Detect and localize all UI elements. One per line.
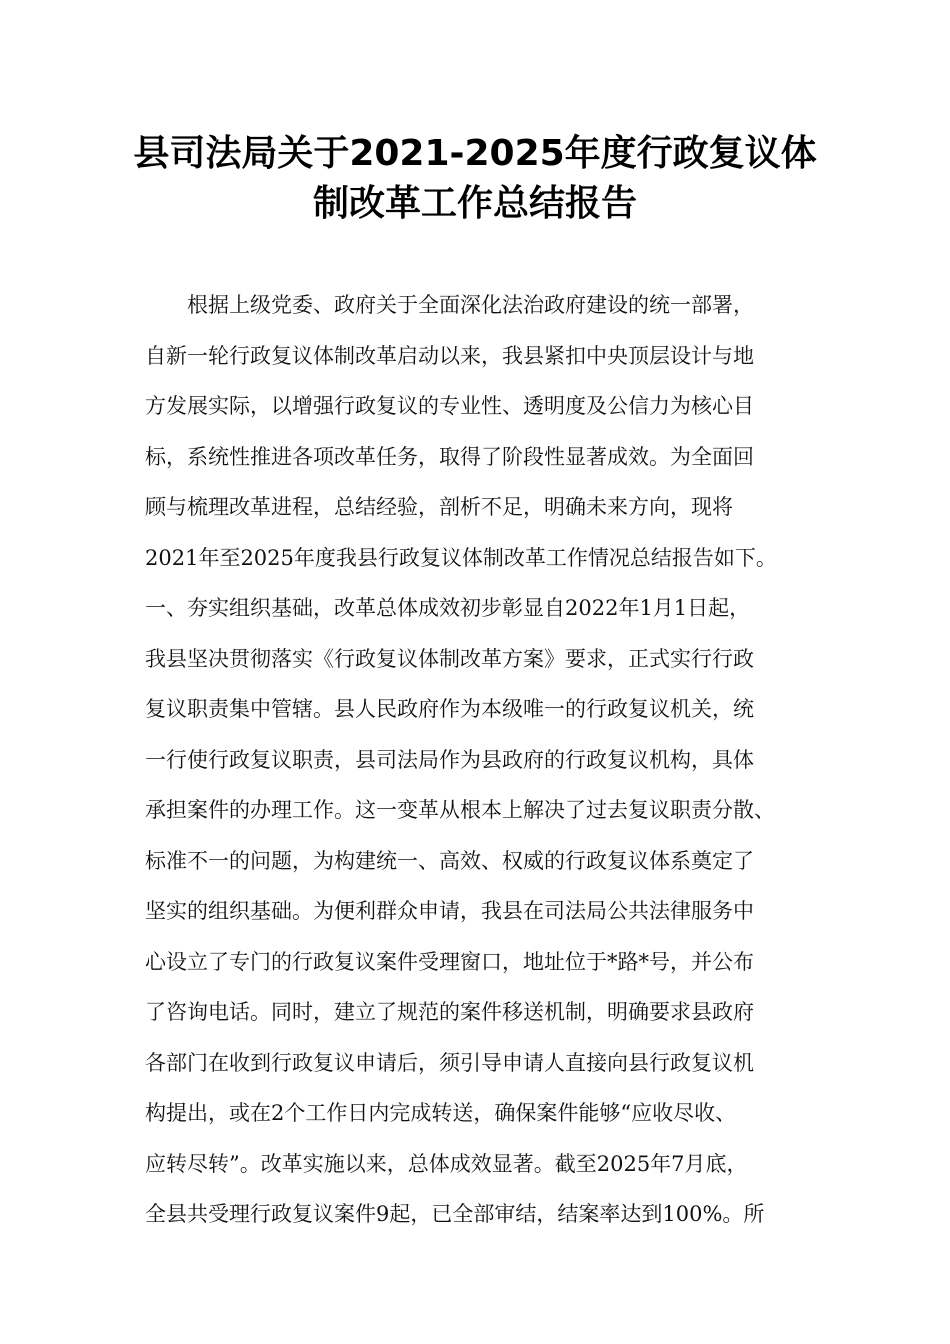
body-line: 复议职责集中管辖。县人民政府作为本级唯一的行政复议机关，统	[145, 697, 754, 721]
body-line: 标准不一的问题，为构建统一、高效、权威的行政复议体系奠定了	[145, 848, 754, 873]
body-line: 顾与梳理改革进程，总结经验，剖析不足，明确未来方向，现将	[145, 495, 733, 519]
body-line: 全县共受理行政复议案件9起，已全部审结，结案率达到100%。所	[145, 1202, 765, 1226]
body-line: 一行使行政复议职责，县司法局作为县政府的行政复议机构，具体	[145, 747, 754, 772]
body-line: 我县坚决贯彻落实《行政复议体制改革方案》要求，正式实行行政	[145, 646, 754, 671]
body-line: 坚实的组织基础。为便利群众申请，我县在司法局公共法律服务中	[145, 899, 754, 923]
body-line: 了咨询电话。同时，建立了规范的案件移送机制，明确要求县政府	[145, 1000, 754, 1024]
body-line: 自新一轮行政复议体制改革启动以来，我县紧扣中央顶层设计与地	[145, 343, 754, 368]
body-line: 根据上级党委、政府关于全面深化法治政府建设的统一部署，	[187, 293, 754, 317]
document-title-line-2: 制改革工作总结报告	[312, 183, 637, 224]
body-line: 方发展实际，以增强行政复议的专业性、透明度及公信力为核心目	[145, 394, 754, 418]
body-line: 应转尽转”。改革实施以来，总体成效显著。截至2025年7月底，	[145, 1151, 748, 1176]
document-body	[145, 280, 825, 1240]
body-line: 心设立了专门的行政复议案件受理窗口，地址位于*路*号，并公布	[145, 949, 754, 974]
body-line: 各部门在收到行政复议申请后，须引导申请人直接向县行政复议机	[145, 1050, 754, 1075]
section-heading-line: 一、夯实组织基础，改革总体成效初步彰显自2022年1月1日起，	[145, 596, 751, 620]
document-title-line-1: 县司法局关于2021-2025年度行政复议体	[133, 133, 817, 174]
body-line: 构提出，或在2个工作日内完成转送，确保案件能够“应收尽收、	[145, 1101, 737, 1125]
body-line: 标，系统性推进各项改革任务，取得了阶段性显著成效。为全面回	[145, 444, 754, 469]
body-line: 承担案件的办理工作。这一变革从根本上解决了过去复议职责分散、	[145, 798, 775, 822]
body-line: 2021年至2025年度我县行政复议体制改革工作情况总结报告如下。	[145, 545, 777, 570]
